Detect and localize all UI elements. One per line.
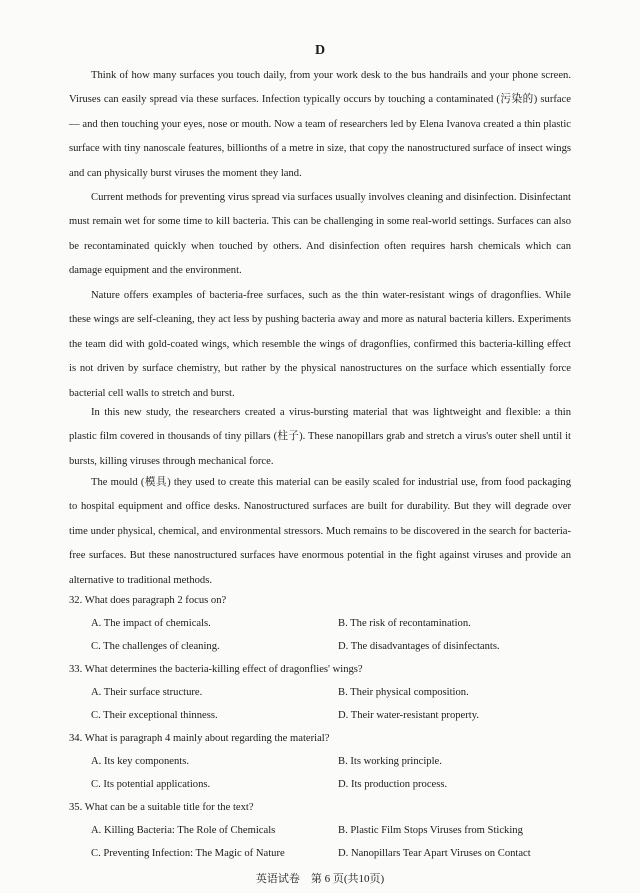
passage-paragraph-1: Think of how many surfaces you touch daily, from your work desk to the bus handrails and your phone screen. Viruses can easily spread via these surfaces. Infection typically occurs by touching a contaminated (污染的) surface — and then touching your eyes, nose or mouth. Now a team of researchers led by Elena Ivanova created a thin plastic surface with tiny nanoscale features, billionths of a metre in size, that copy the nanostructured surface of insect wings and can physically burst viruses the moment they land. [69, 70, 571, 179]
question-33-option-c[interactable]: C. Their exceptional thinness. [91, 710, 218, 721]
passage-paragraph-5: The mould (模具) they used to create this material can be easily scaled for industrial use, from food packaging to hospital equipment and office desks. Nanostructured surfaces are built for durability. But they will degrade over time under physical, chemical, and environmental stressors. Much remains to be discovered in the search for bacteria-free surfaces. But these nanostructured surfaces have enormous potential in the fight against viruses and provide an alternative to traditional methods. [69, 477, 571, 586]
question-32-stem: 32. What does paragraph 2 focus on? [69, 595, 227, 606]
question-35-stem: 35. What can be a suitable title for the text? [69, 802, 254, 813]
question-33-option-a[interactable]: A. Their surface structure. [91, 687, 203, 698]
question-35-option-a[interactable]: A. Killing Bacteria: The Role of Chemicals [91, 825, 276, 836]
question-34-stem: 34. What is paragraph 4 mainly about regarding the material? [69, 733, 330, 744]
question-34-option-c[interactable]: C. Its potential applications. [91, 779, 211, 790]
question-34-option-a[interactable]: A. Its key components. [91, 756, 189, 767]
question-35-option-d[interactable]: D. Nanopillars Tear Apart Viruses on Contact [338, 848, 531, 859]
question-32-option-b[interactable]: B. The risk of recontamination. [338, 618, 471, 629]
question-32-option-d[interactable]: D. The disadvantages of disinfectants. [338, 641, 500, 652]
page-footer: 英语试卷 第 6 页(共10页) [255, 873, 385, 885]
question-32-option-a[interactable]: A. The impact of chemicals. [91, 618, 211, 629]
question-34-option-d[interactable]: D. Its production process. [338, 779, 448, 790]
question-35-option-c[interactable]: C. Preventing Infection: The Magic of Nature [91, 848, 285, 859]
section-title: D [314, 43, 326, 58]
question-33-option-b[interactable]: B. Their physical composition. [338, 687, 469, 698]
passage-paragraph-3: Nature offers examples of bacteria-free surfaces, such as the thin water-resistant wings of dragonflies. While these wings are self-cleaning, they act less by pushing bacteria away and more as natural bacteria killers. Experiments the team did with gold-coated wings, which resemble the wings of dragonflies, confirmed this bacteria-killing effect is not driven by surface chemistry, but rather by the physical nanostructures on the surface which essentially force bacterial cell walls to stretch and burst. [69, 290, 571, 399]
question-34-option-b[interactable]: B. Its working principle. [338, 756, 442, 767]
question-33-stem: 33. What determines the bacteria-killing effect of dragonflies' wings? [69, 664, 363, 675]
question-35-option-b[interactable]: B. Plastic Film Stops Viruses from Sticking [338, 825, 523, 836]
question-32-option-c[interactable]: C. The challenges of cleaning. [91, 641, 220, 652]
passage-paragraph-2: Current methods for preventing virus spread via surfaces usually involves cleaning and disinfection. Disinfectant must remain wet for some time to kill bacteria. This can be challenging in some real-world settings. Surfaces can also be recontaminated quickly when touched by others. And disinfection often requires harsh chemicals which can damage equipment and the environment. [69, 192, 571, 277]
passage-paragraph-4: In this new study, the researchers created a virus-bursting material that was lightweight and flexible: a thin plastic film covered in thousands of tiny pillars (柱子). These nanopillars grab and stretch a virus's outer shell until it bursts, killing viruses through mechanical force. [69, 407, 571, 467]
question-33-option-d[interactable]: D. Their water-resistant property. [338, 710, 479, 721]
